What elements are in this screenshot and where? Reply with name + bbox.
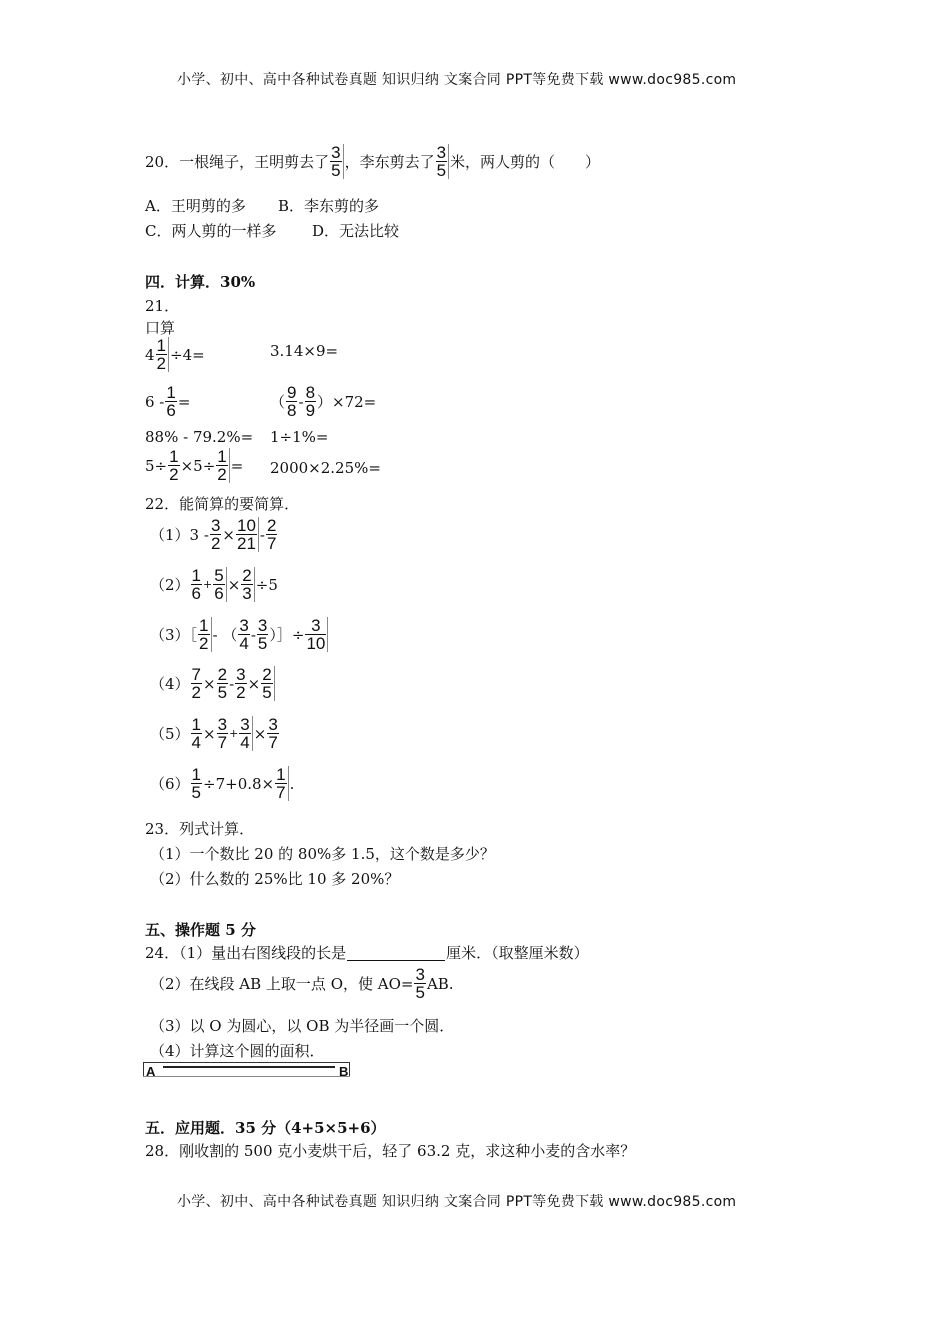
fraction: $\frac{3}{5}$ (436, 144, 449, 179)
q24-part-2: （2）在线段 AB 上取一点 O，使 AO= $\frac{3}{5}$ AB. (150, 965, 454, 1002)
q23-part-1: （1）一个数比 20 的 80%多 1.5，这个数是多少？ (150, 845, 495, 863)
point-a-label: A (146, 1064, 156, 1079)
question-23-title: 23．列式计算． (145, 820, 255, 838)
q20-option-c: C．两人剪的一样多 (145, 222, 277, 240)
q21-item-2b: （ $\frac{9}{8}$ - $\frac{8}{9}$ ）×72= (270, 383, 377, 420)
q22-part-3: （3）［ $\frac{1}{2}$ - （ $\frac{3}{4}$ - $\frac{3}{5}$ ）］÷ $\frac{3}{10}$ (150, 617, 329, 652)
q21-item-2a: 6 - $\frac{1}{6}$ = (145, 383, 191, 420)
q20-option-b: B．李东剪的多 (278, 197, 380, 215)
q23-part-2: （2）什么数的 25%比 10 多 20%？ (150, 870, 400, 888)
question-20 (145, 144, 600, 179)
question-21-subtitle: 口算 (145, 319, 176, 337)
q20-option-d: D．无法比较 (312, 222, 400, 240)
q21-item-4b: 2000×2.25%= (270, 459, 381, 477)
point-b-label: B (339, 1064, 349, 1079)
page-footer: 小学、初中、高中各种试卷真题 知识归纳 文案合同 PPT等免费下载 www.doc985.com (177, 1194, 737, 1210)
section-5-operation-title: 五、操作题 5 分 (145, 921, 256, 939)
q21-item-1a: 4 $\frac{1}{2}$ ÷4= (145, 336, 205, 373)
q20-option-a: A．王明剪的多 (145, 197, 246, 215)
page-header: 小学、初中、高中各种试卷真题 知识归纳 文案合同 PPT等免费下载 www.doc985.com (177, 72, 737, 88)
q24-part-4: （4）计算这个圆的面积． (150, 1042, 325, 1060)
q21-item-4a: 5÷ $\frac{1}{2}$ ×5÷ $\frac{1}{2}$ = (145, 447, 244, 484)
q24-part-1: 24．（1）量出右图线段的长是 厘米．（取整厘米数） (145, 944, 589, 962)
q20-text-1: 20．一根绳子，王明剪去了 (145, 152, 330, 171)
q21-item-3a: 88% - 79.2%= (145, 428, 254, 446)
answer-blank[interactable] (347, 946, 445, 961)
question-22-title: 22．能简算的要简算． (145, 495, 300, 513)
question-21-number: 21． (145, 297, 180, 315)
q20-text-3: 米，两人剪的（ ） (450, 152, 601, 171)
question-28: 28．刚收割的 500 克小麦烘干后，轻了 63.2 克，求这种小麦的含水率？ (145, 1142, 636, 1160)
fraction: $\frac{3}{5}$ (330, 144, 343, 179)
section-5-application-title: 五．应用题．35 分（4+5×5+6） (145, 1119, 386, 1137)
q22-part-6: （6） $\frac{1}{5}$ ÷7+0.8× $\frac{1}{7}$ . (150, 765, 295, 802)
q22-part-4: （4） $\frac{7}{2}$ × $\frac{2}{5}$ - $\frac{3}{2}$ × $\frac{2}{5}$ (150, 666, 276, 701)
section-4-title: 四．计算．30% (145, 273, 256, 291)
q22-part-1: （1）3 - $\frac{3}{2}$ × $\frac{10}{21}$ - $\frac{2}{7}$ (150, 516, 277, 553)
q21-item-3b: 1÷1%= (270, 428, 329, 446)
q22-part-2: （2） $\frac{1}{6}$ + $\frac{5}{6}$ × $\frac{2}{3}$ ÷5 (150, 566, 278, 603)
q22-part-5: （5） $\frac{1}{4}$ × $\frac{3}{7}$ + $\frac{3}{4}$ × $\frac{3}{7}$ (150, 715, 278, 752)
q21-item-1b: 3.14×9= (270, 342, 339, 360)
q20-text-2: ，李东剪去了 (344, 152, 435, 171)
q24-part-3: （3）以 O 为圆心，以 OB 为半径画一个圆． (150, 1017, 455, 1035)
